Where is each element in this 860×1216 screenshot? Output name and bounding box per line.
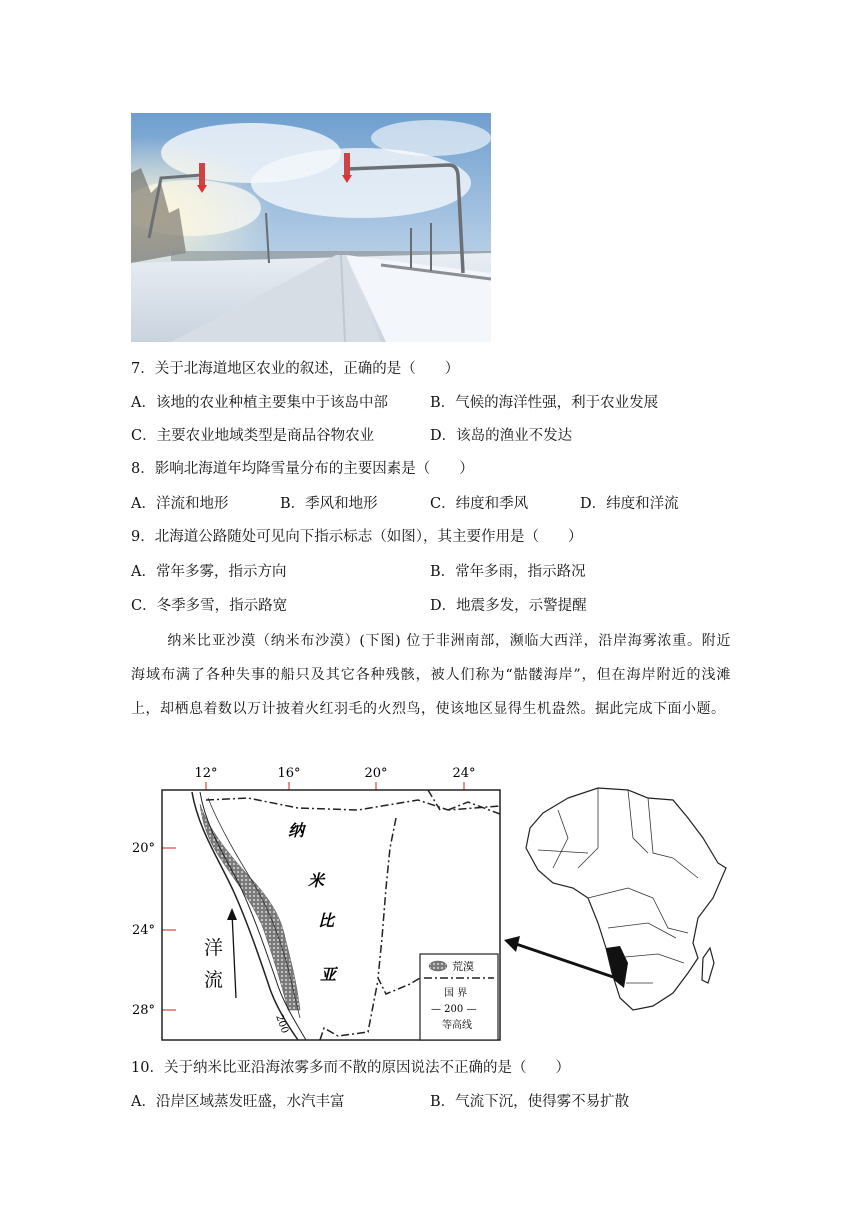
current-arrow	[232, 913, 236, 998]
country-char-2: 米	[308, 871, 325, 890]
legend-contour-value: — 200 —	[431, 1004, 477, 1015]
question-7-option-d: D．该岛的渔业不发达	[430, 428, 573, 444]
africa-outline-map	[526, 788, 726, 1010]
legend-desert-label: 荒漠	[452, 960, 474, 973]
question-10-stem: 10．关于纳米比亚沿海浓雾多而不散的原因说法不正确的是（ ）	[131, 1060, 570, 1076]
question-9-option-a: A．常年多雾，指示方向	[131, 564, 287, 580]
country-char-3: 比	[318, 911, 335, 930]
question-8-option-d: D．纬度和洋流	[580, 496, 679, 512]
question-7-stem: 7．关于北海道地区农业的叙述，正确的是（ ）	[131, 361, 460, 377]
current-char-1: 洋	[204, 937, 224, 959]
question-9-option-b: B．常年多雨，指示路况	[430, 564, 586, 580]
question-8-option-c: C．纬度和季风	[430, 496, 529, 512]
question-8-stem: 8．影响北海道年均降雪量分布的主要因素是（ ）	[131, 461, 474, 477]
namibia-map	[128, 758, 728, 1048]
lat-label-20: 20°	[132, 841, 156, 856]
lon-label-12: 12°	[194, 766, 218, 781]
question-10-option-b: B．气流下沉，使得雾不易扩散	[430, 1094, 630, 1110]
namibia-passage: 纳米比亚沙漠（纳米布沙漠）(下图) 位于非洲南部，濒临大西洋，沿岸海雾浓重。附近海域布满了各种失事的船只及其它各种残骸，被人们称为“骷髅海岸”，但在海岸附近的浅滩上，却栖息着数以万计披着火红羽毛的火烈鸟，使该地区显得生机盎然。据此完成下面小题。	[131, 633, 731, 717]
country-char-4: 亚	[320, 965, 337, 984]
country-char-1: 纳	[288, 821, 305, 840]
lon-label-20: 20°	[364, 766, 388, 781]
question-7-option-a: A．该地的农业种植主要集中于该岛中部	[131, 395, 388, 411]
question-7-option-b: B．气候的海洋性强，利于农业发展	[430, 395, 659, 411]
question-8-option-a: A．洋流和地形	[131, 496, 229, 512]
question-9-option-c: C．冬季多雪，指示路宽	[131, 598, 288, 614]
question-7-option-c: C．主要农业地域类型是商品谷物农业	[131, 428, 375, 444]
lon-label-24: 24°	[452, 766, 476, 781]
legend-border-label: 国 界	[444, 988, 468, 999]
question-10-option-a: A．沿岸区域蒸发旺盛，水汽丰富	[131, 1094, 345, 1110]
question-9-option-d: D．地震多发，示警提醒	[430, 598, 587, 614]
current-char-2: 流	[204, 969, 224, 991]
lon-label-16: 16°	[277, 766, 301, 781]
snowy-road-photo	[131, 113, 491, 342]
legend-desert-swatch	[429, 961, 447, 971]
question-8-option-b: B．季风和地形	[280, 496, 378, 512]
question-9-stem: 9．北海道公路随处可见向下指示标志（如图），其主要作用是（ ）	[131, 529, 583, 545]
legend-contour-label: 等高线	[442, 1020, 472, 1031]
lat-label-28: 28°	[132, 1003, 156, 1018]
contour-label: 200	[273, 1013, 291, 1035]
lat-label-24: 24°	[132, 923, 156, 938]
